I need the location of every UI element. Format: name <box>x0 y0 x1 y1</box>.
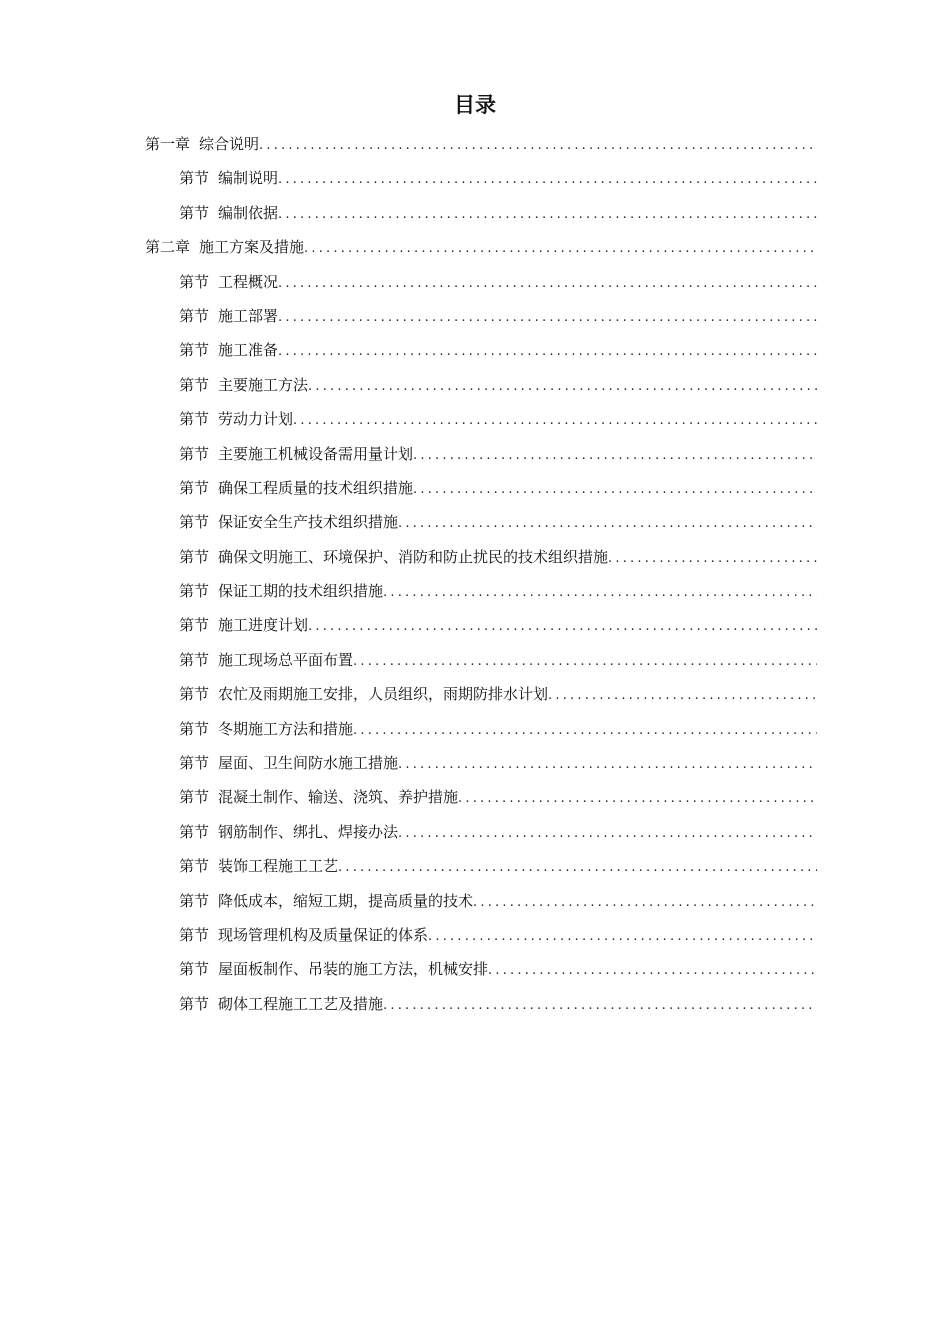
toc-entry-label: 确保工程质量的技术组织措施 <box>218 478 414 497</box>
toc-entry-label: 砌体工程施工工艺及措施 <box>218 994 384 1013</box>
toc-entry-prefix: 第节 <box>179 960 210 979</box>
toc-entry-section[interactable] <box>145 884 817 918</box>
toc-entry-prefix: 第节 <box>179 994 210 1013</box>
toc-entry-prefix: 第节 <box>179 513 210 532</box>
toc-entry-prefix: 第节 <box>179 685 210 704</box>
toc-entry-section[interactable] <box>145 815 817 849</box>
toc-entry-prefix: 第二章 <box>145 238 191 257</box>
toc-entry-prefix: 第节 <box>179 616 210 635</box>
toc-entry-section[interactable] <box>145 918 817 952</box>
toc-entry-prefix: 第节 <box>179 272 210 291</box>
toc-dot-leader <box>548 679 817 711</box>
toc-dot-leader <box>458 782 817 814</box>
toc-entry-section[interactable] <box>145 746 817 780</box>
toc-entry-label: 混凝土制作、输送、浇筑、养护措施 <box>218 788 459 807</box>
toc-dot-leader <box>278 335 817 367</box>
toc-dot-leader <box>338 851 817 883</box>
toc-dot-leader <box>278 301 817 333</box>
toc-entry-label: 降低成本，缩短工期，提高质量的技术 <box>218 891 474 910</box>
toc-entry-prefix: 第节 <box>179 857 210 876</box>
toc-entry-label: 劳动力计划 <box>218 410 294 429</box>
toc-entry-label: 保证工期的技术组织措施 <box>218 582 384 601</box>
toc-entry-label: 编制依据 <box>218 203 279 222</box>
toc-entry-section[interactable] <box>145 161 817 195</box>
toc-dot-leader <box>398 817 817 849</box>
toc-entry-label: 施工部署 <box>218 306 279 325</box>
toc-entry-prefix: 第节 <box>179 478 210 497</box>
toc-entry-prefix: 第节 <box>179 375 210 394</box>
toc-entry-section[interactable] <box>145 265 817 299</box>
toc-entry-label: 农忙及雨期施工安排，人员组织，雨期防排水计划 <box>218 685 549 704</box>
toc-entry-section[interactable] <box>145 643 817 677</box>
toc-entry-label: 编制说明 <box>218 169 279 188</box>
toc-dot-leader <box>308 610 817 642</box>
toc-entry-label: 主要施工机械设备需用量计划 <box>218 444 414 463</box>
toc-dot-leader <box>383 989 817 1021</box>
toc-entry-label: 保证安全生产技术组织措施 <box>218 513 399 532</box>
toc-entry-section[interactable] <box>145 437 817 471</box>
toc-entry-section[interactable] <box>145 574 817 608</box>
toc-entry-label: 钢筋制作、绑扎、焊接办法 <box>218 822 399 841</box>
toc-entry-section[interactable] <box>145 540 817 574</box>
toc-dot-leader <box>259 129 817 161</box>
toc-entry-section[interactable] <box>145 987 817 1021</box>
toc-dot-leader <box>278 198 817 230</box>
toc-entry-chapter[interactable] <box>145 230 817 264</box>
toc-entry-label: 施工进度计划 <box>218 616 309 635</box>
toc-entry-prefix: 第节 <box>179 754 210 773</box>
toc-dot-leader <box>353 714 817 746</box>
toc-dot-leader <box>473 886 817 918</box>
toc-entry-label: 综合说明 <box>199 135 260 153</box>
toc-entry-section[interactable] <box>145 712 817 746</box>
toc-entry-section[interactable] <box>145 780 817 814</box>
toc-dot-leader <box>304 232 817 264</box>
toc-entry-section[interactable] <box>145 608 817 642</box>
toc-entry-prefix: 第节 <box>179 891 210 910</box>
toc-entry-section[interactable] <box>145 368 817 402</box>
toc-entry-section[interactable] <box>145 471 817 505</box>
toc-dot-leader <box>383 576 817 608</box>
toc-entry-section[interactable] <box>145 196 817 230</box>
toc-entry-section[interactable] <box>145 402 817 436</box>
toc-entry-prefix: 第节 <box>179 719 210 738</box>
toc-dot-leader <box>308 370 817 402</box>
toc-dot-leader <box>608 542 817 574</box>
toc-entry-prefix: 第节 <box>179 582 210 601</box>
table-of-contents <box>145 127 817 1021</box>
toc-entry-section[interactable] <box>145 952 817 986</box>
toc-entry-section[interactable] <box>145 299 817 333</box>
toc-entry-section[interactable] <box>145 505 817 539</box>
toc-entry-label: 施工现场总平面布置 <box>218 650 354 669</box>
toc-dot-leader <box>278 163 817 195</box>
toc-dot-leader <box>488 954 817 986</box>
toc-dot-leader <box>293 404 817 436</box>
toc-entry-section[interactable] <box>145 333 817 367</box>
toc-dot-leader <box>398 748 817 780</box>
toc-dot-leader <box>413 439 817 471</box>
toc-entry-label: 现场管理机构及质量保证的体系 <box>218 925 429 944</box>
toc-entry-section[interactable] <box>145 849 817 883</box>
toc-entry-label: 屋面板制作、吊装的施工方法，机械安排 <box>218 960 489 979</box>
toc-entry-label: 主要施工方法 <box>218 375 309 394</box>
toc-entry-prefix: 第节 <box>179 410 210 429</box>
toc-entry-prefix: 第节 <box>179 203 210 222</box>
toc-entry-prefix: 第节 <box>179 788 210 807</box>
toc-entry-label: 施工方案及措施 <box>199 238 305 257</box>
toc-entry-prefix: 第节 <box>179 341 210 360</box>
toc-title: 目录 <box>454 93 496 117</box>
toc-entry-label: 施工准备 <box>218 341 279 360</box>
toc-entry-label: 屋面、卫生间防水施工措施 <box>218 754 399 773</box>
toc-entry-prefix: 第一章 <box>145 135 191 153</box>
toc-entry-chapter[interactable] <box>145 127 817 161</box>
toc-dot-leader <box>413 473 817 505</box>
toc-entry-label: 工程概况 <box>218 272 279 291</box>
toc-entry-prefix: 第节 <box>179 444 210 463</box>
toc-entry-prefix: 第节 <box>179 650 210 669</box>
toc-entry-prefix: 第节 <box>179 169 210 188</box>
toc-dot-leader <box>278 267 817 299</box>
toc-entry-label: 确保文明施工、环境保护、消防和防止扰民的技术组织措施 <box>218 547 609 566</box>
toc-entry-prefix: 第节 <box>179 547 210 566</box>
toc-dot-leader <box>428 920 817 952</box>
toc-entry-prefix: 第节 <box>179 306 210 325</box>
toc-dot-leader <box>398 507 817 539</box>
toc-dot-leader <box>353 645 817 677</box>
toc-entry-label: 冬期施工方法和措施 <box>218 719 354 738</box>
toc-entry-prefix: 第节 <box>179 822 210 841</box>
toc-entry-section[interactable] <box>145 677 817 711</box>
toc-entry-label: 装饰工程施工工艺 <box>218 857 339 876</box>
toc-entry-prefix: 第节 <box>179 925 210 944</box>
